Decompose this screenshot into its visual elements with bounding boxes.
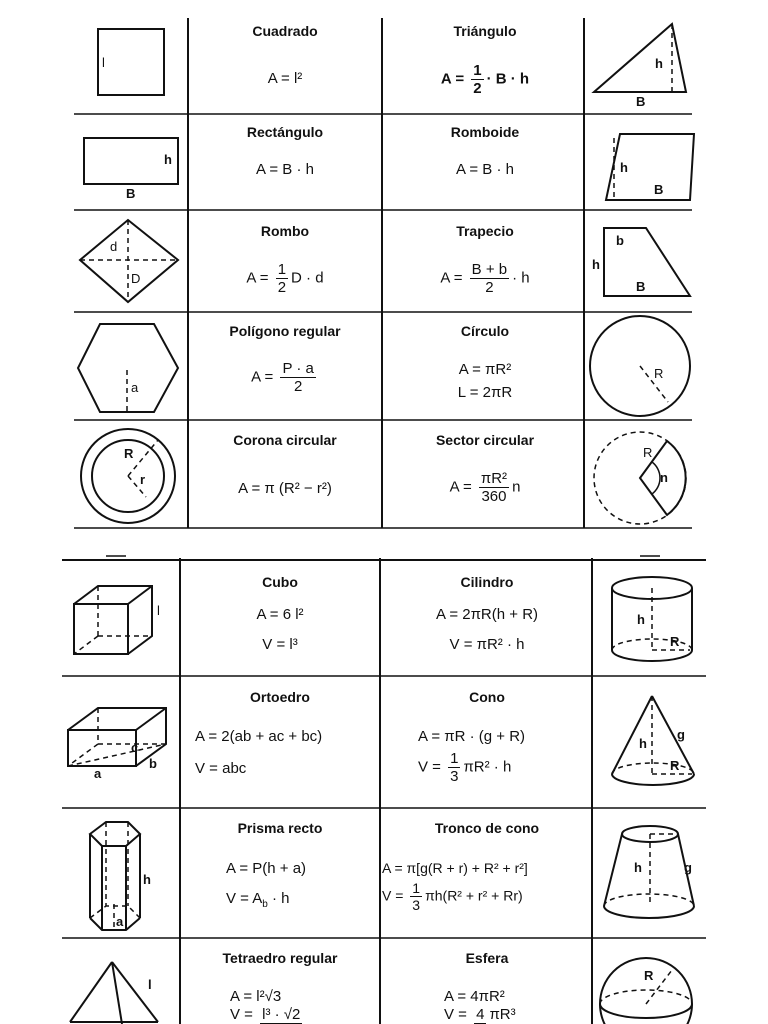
trapezoid-label-h: h [592,257,600,272]
sector-formula [395,470,575,506]
rectangle-label-h: h [164,152,172,167]
cylinder-label-r: R [670,634,680,649]
cone-label-g: g [677,727,685,742]
trapezoid-label-b-small: b [616,233,624,248]
parallelogram-formula: A = B · h [456,161,514,178]
rhombus-figure [80,220,178,302]
annulus-formula: A = π (R² − r²) [238,480,332,497]
square-title: Cuadrado [252,23,318,39]
frustum-volume-formula [382,880,523,913]
rectangle-label-b: B [126,186,136,201]
sphere-title: Esfera [465,950,509,966]
triangle-formula [395,62,575,98]
cube-volume-formula: V = l³ [262,636,298,653]
circle-figure [590,316,690,416]
cuboid-area-formula: A = 2(ab + ac + bc) [195,728,323,745]
cone-label-h: h [639,736,647,751]
sector-label-n: n [660,470,668,485]
trapezoid-fraction [470,261,509,297]
circle-title: Círculo [460,323,510,339]
frustum-figure [604,826,694,918]
annulus-title: Corona circular [233,432,337,448]
trapezoid-fraction-numerator: B + b [471,261,508,278]
frustum-area-formula: A = π[g(R + r) + R² + r²] [382,860,528,876]
polygon-title: Polígono regular [229,323,341,339]
trapezoid-formula [395,261,575,297]
frustum-volume-fraction [410,880,422,913]
rhombus-formula-prefix: A = [246,269,273,287]
parallelogram-title: Romboide [450,124,520,140]
triangle-formula-prefix: A = [440,70,469,88]
cone-volume-fraction [448,750,460,786]
rectangle-formula: A = B · h [256,161,314,178]
cone-volume-prefix: V = [418,758,446,776]
cuboid-volume-formula: V = abc [195,760,247,777]
parallelogram-label-h: h [620,160,628,175]
cone-volume-numerator: 1 [450,750,459,767]
cone-label-r: R [670,758,680,773]
frustum-volume-numerator: 1 [412,880,421,896]
polygon-formula [200,360,370,396]
frustum-volume-denominator: 3 [412,897,421,914]
hexagon-label-a: a [131,380,139,395]
tetrahedron-area-formula: A = l²√3 [230,988,282,1005]
triangle-label-h: h [655,56,663,71]
annulus-figure [81,429,175,523]
sector-label-r: R [643,445,653,460]
prism-title: Prisma recto [237,820,323,836]
tetrahedron-volume-formula [230,1006,305,1024]
rectangle-title: Rectángulo [246,124,324,140]
polygon-fraction-denominator: 2 [293,378,303,396]
sector-formula-suffix: n [512,478,521,496]
tetrahedron-volume-numerator: l³ · √2 [262,1006,301,1023]
tetrahedron-volume-prefix: V = [230,1006,258,1024]
cylinder-area-formula: A = 2πR(h + R) [435,606,539,623]
frustum-volume-suffix: πh(R² + r² + Rr) [425,887,523,904]
trapezoid-formula-suffix: · h [512,269,530,287]
sector-fraction [479,470,509,506]
rhombus-label-big-d: D [131,271,141,286]
cuboid-label-b: b [149,756,157,771]
cylinder-volume-formula: V = πR² · h [449,636,525,653]
trapezoid-formula-prefix: A = [440,269,467,287]
annulus-label-r-big: R [124,446,134,461]
cone-volume-formula [418,750,511,786]
prism-volume-prefix: V = A [226,890,263,907]
cone-volume-denominator: 3 [450,768,459,786]
rhombus-formula-suffix: D · d [291,269,324,287]
frustum-title: Tronco de cono [434,820,540,836]
prism-label-h: h [143,872,151,887]
sector-formula-prefix: A = [449,478,476,496]
rhombus-formula [200,261,370,297]
polygon-fraction [280,360,315,396]
cylinder-figure [612,577,692,661]
grid-table-2d [74,18,692,528]
cone-area-formula: A = πR · (g + R) [418,728,526,745]
cylinder-label-h: h [637,612,645,627]
triangle-formula-suffix: · B · h [486,70,530,88]
prism-volume-suffix: · h [267,890,290,907]
sector-figure [594,432,686,524]
cylinder-title: Cilindro [460,574,514,590]
tetrahedron-title: Tetraedro regular [222,950,338,966]
sphere-label-r: R [644,968,654,983]
grid-table-3d [62,556,706,1024]
annulus-label-r-small: r [140,472,146,487]
tetrahedron-label-l: l [148,977,152,992]
frustum-volume-prefix: V = [382,887,408,904]
cube-label-l: l [157,603,160,618]
rhombus-fraction-denominator: 2 [277,279,287,297]
sphere-volume-fraction [474,1006,486,1024]
circle-label-r: R [654,366,664,381]
tetrahedron-volume-fraction [260,1006,302,1024]
frustum-label-g: g [684,860,692,875]
polygon-fraction-numerator: P · a [282,360,314,377]
triangle-figure [594,24,686,92]
triangle-label-b: B [636,94,646,109]
sphere-volume-prefix: V = [444,1006,472,1024]
rhombus-title: Rombo [260,223,310,239]
square-formula: A = l² [267,70,303,87]
circle-length-formula: L = 2πR [457,384,513,401]
prism-area-formula: A = P(h + a) [226,860,307,877]
rhombus-label-d: d [110,239,118,254]
frustum-label-h: h [634,860,642,875]
cone-title: Cono [469,689,505,705]
cube-area-formula: A = 6 l² [256,606,304,623]
cuboid-label-a: a [94,766,102,781]
trapezoid-title: Trapecio [456,223,514,239]
prism-volume-subscript: b [262,899,268,910]
hexagon-figure [78,324,178,412]
triangle-fraction-denominator: 2 [473,80,482,98]
sector-fraction-denominator: 360 [481,488,507,506]
sector-fraction-numerator: πR² [480,470,508,487]
polygon-formula-prefix: A = [251,368,278,386]
trapezoid-fraction-denominator: 2 [485,279,494,297]
sector-title: Sector circular [435,432,535,448]
trapezoid-label-b: B [636,279,646,294]
triangle-fraction [471,62,483,98]
prism-volume-formula [226,890,290,910]
circle-area-formula: A = πR² [458,361,512,378]
sphere-volume-numerator: 4 [476,1006,485,1023]
rhombus-fraction [276,261,288,297]
parallelogram-label-b: B [654,182,664,197]
sphere-volume-suffix: πR³ [489,1006,516,1024]
cuboid-label-c: c [131,740,139,755]
sphere-volume-formula [444,1006,516,1024]
triangle-title: Triángulo [453,23,517,39]
cuboid-title: Ortoedro [250,689,310,705]
prism-label-a: a [116,914,124,929]
cube-figure [74,586,152,654]
tetrahedron-figure [70,962,158,1024]
rhombus-fraction-numerator: 1 [277,261,287,278]
square-label-l: l [102,55,105,70]
cube-title: Cubo [262,574,298,590]
sphere-area-formula: A = 4πR² [444,988,505,1005]
cone-volume-suffix: πR² · h [463,758,512,776]
prism-figure [90,822,140,930]
triangle-fraction-numerator: 1 [473,62,482,79]
square-figure [98,29,164,95]
